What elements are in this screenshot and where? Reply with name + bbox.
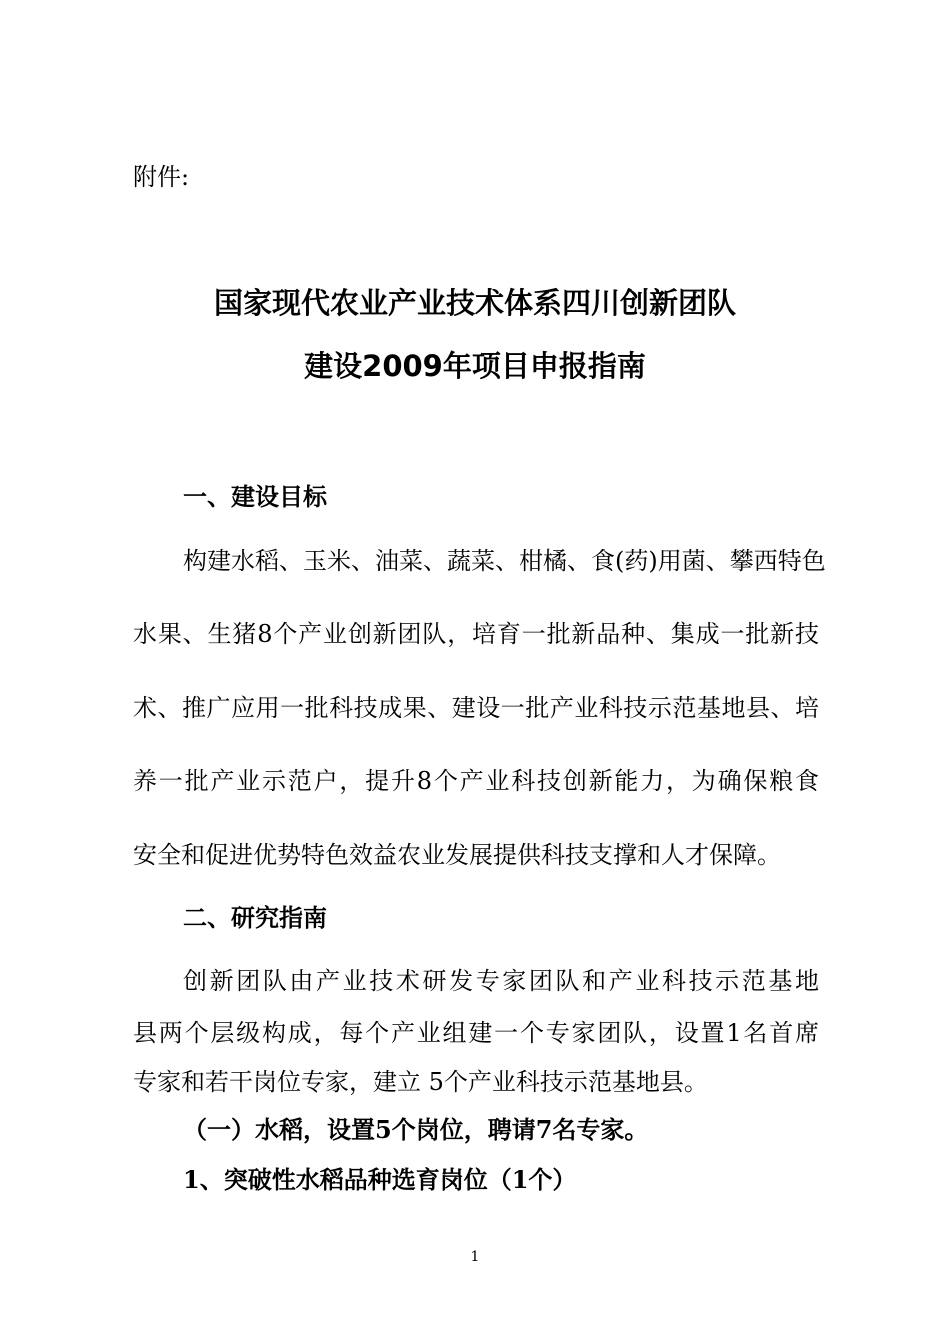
page-number: 1 bbox=[470, 1249, 480, 1265]
attachment-label: 附件: bbox=[133, 163, 190, 191]
paragraph-line: 县两个层级构成，每个产业组建一个专家团队，设置1名首席 bbox=[133, 1019, 819, 1047]
section-heading-research: 二、研究指南 bbox=[183, 904, 327, 932]
paragraph-line: 术、推广应用一批科技成果、建设一批产业科技示范基地县、培 bbox=[133, 694, 819, 722]
item-heading-rice-breeding: 1、突破性水稻品种选育岗位（1个） bbox=[183, 1165, 577, 1194]
paragraph-line: 构建水稻、玉米、油菜、蔬菜、柑橘、食(药)用菌、攀西特色 bbox=[183, 547, 826, 575]
subsection-heading-rice: （一）水稻，设置5个岗位，聘请7名专家。 bbox=[183, 1115, 649, 1144]
paragraph-line: 养一批产业示范户，提升8个产业科技创新能力，为确保粮食 bbox=[133, 767, 819, 795]
document-title-line-2: 建设2009年项目申报指南 bbox=[304, 349, 646, 383]
document-title-line-1: 国家现代农业产业技术体系四川创新团队 bbox=[213, 286, 736, 320]
section-heading-goals: 一、建设目标 bbox=[183, 483, 327, 511]
paragraph-line: 安全和促进优势特色效益农业发展提供科技支撑和人才保障。 bbox=[133, 841, 781, 869]
paragraph-line: 水果、生猪8个产业创新团队，培育一批新品种、集成一批新技 bbox=[133, 620, 819, 648]
paragraph-line: 专家和若干岗位专家，建立 5个产业科技示范基地县。 bbox=[133, 1068, 708, 1096]
paragraph-line: 创新团队由产业技术研发专家团队和产业科技示范基地 bbox=[183, 967, 819, 995]
